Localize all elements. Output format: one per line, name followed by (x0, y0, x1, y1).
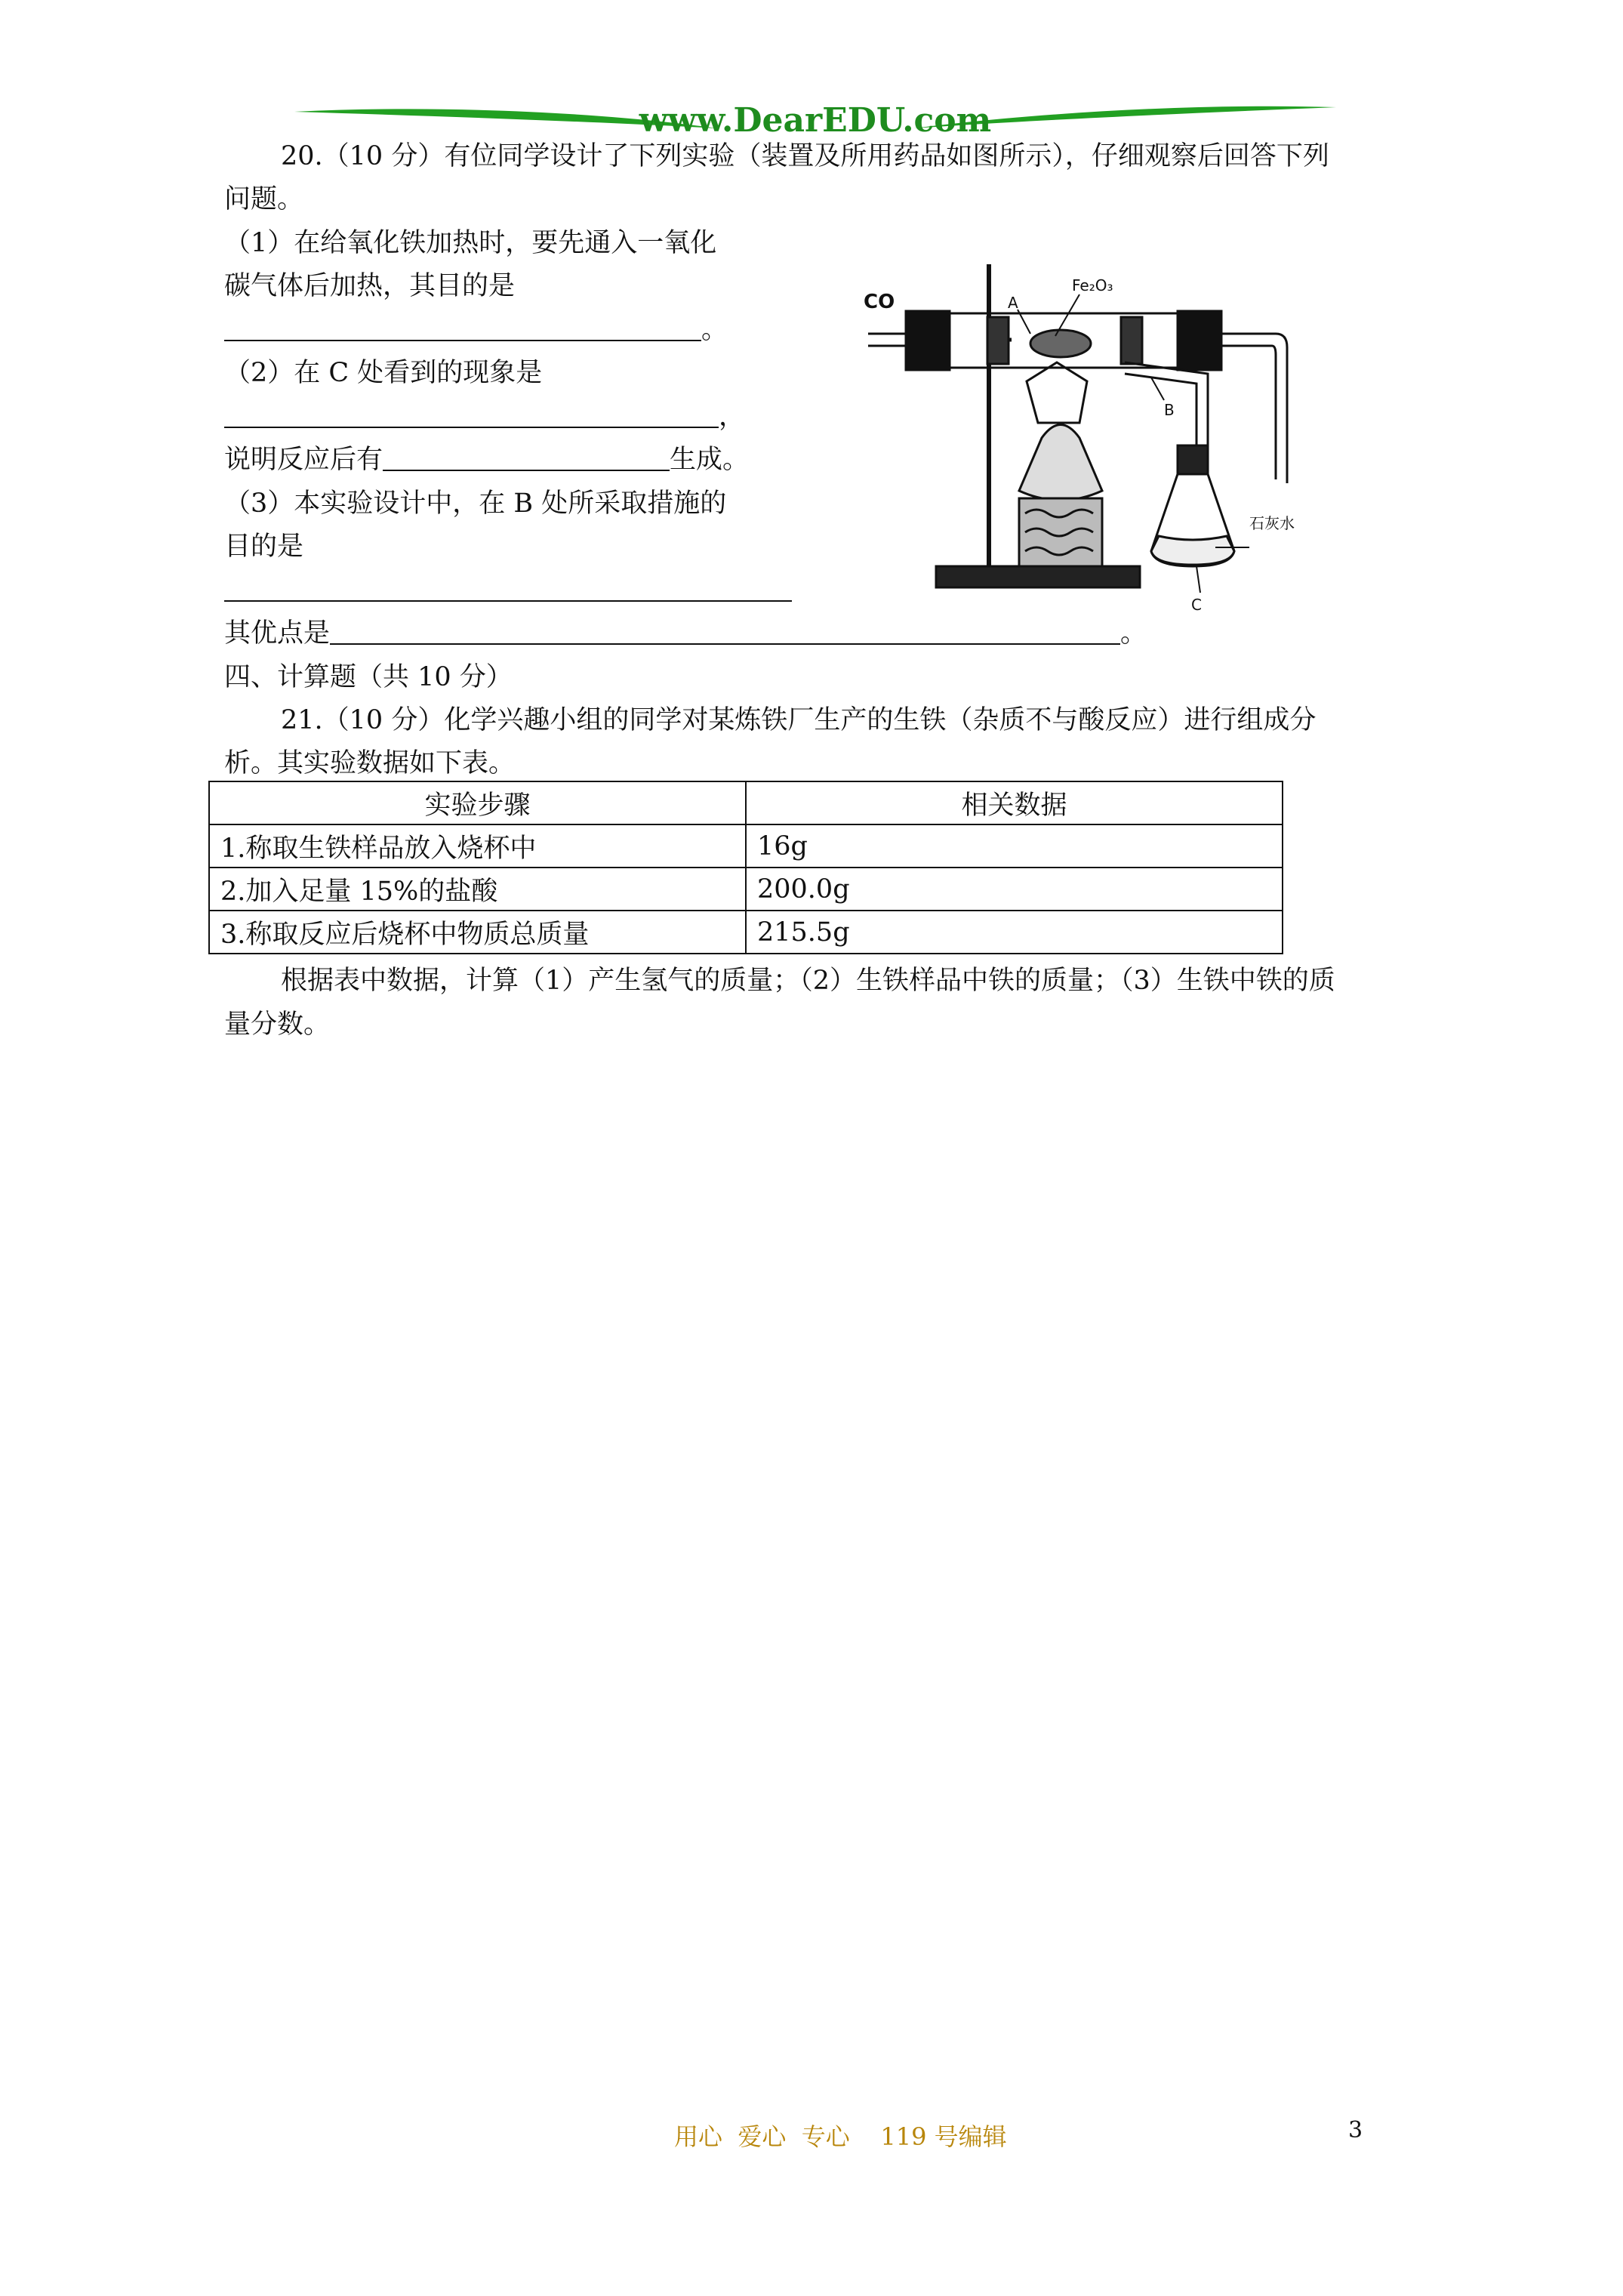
clamp-block (987, 317, 1009, 364)
q20-part2-answer-line: ， (224, 404, 745, 430)
q21-intro-line2: 析。其实验数据如下表。 (224, 748, 516, 778)
table-cell: 3.称取反应后烧杯中物质总质量 (209, 911, 746, 954)
data-table (208, 781, 1283, 954)
diagram-label-b: B (1164, 401, 1175, 419)
page-number: 3 (1348, 2117, 1363, 2143)
diagram-label-co: CO (864, 291, 895, 313)
q20-part2-line3: 说明反应后有 生成。 (224, 445, 750, 475)
header-site-text: www.DearEDU.com (639, 101, 992, 140)
table-cell: 2.加入足量 15%的盐酸 (209, 868, 746, 911)
section4-title: 四、计算题（共 10 分） (224, 662, 513, 692)
table-cell: 16g (746, 824, 1283, 868)
q20-part1-answer-line: 。 (224, 317, 728, 344)
answer-blank[interactable] (330, 621, 1120, 645)
stand-base (936, 566, 1140, 587)
apparatus-diagram (853, 249, 1306, 615)
answer-blank[interactable] (224, 317, 701, 341)
q20-part3-line2: 目的是 (224, 532, 304, 562)
lamp-flame-region (1019, 425, 1102, 501)
table-header-cell: 实验步骤 (209, 781, 746, 824)
diagram-label-fe2o3: Fe₂O₃ (1072, 276, 1113, 294)
q20-part1-line2: 碳气体后加热，其目的是 (224, 271, 516, 301)
answer-blank[interactable] (224, 404, 719, 428)
q20-part3-line1: （3）本实验设计中，在 B 处所采取措施的 (224, 488, 727, 519)
q21-intro-line1: 21.（10 分）化学兴趣小组的同学对某炼铁厂生产的生铁（杂质不与酸反应）进行组成分 (281, 705, 1317, 735)
left-stopper (906, 311, 950, 370)
footer-motto: 用心 爱心 专心 119 号编辑 (674, 2122, 1007, 2151)
table-cell: 215.5g (746, 911, 1283, 954)
table-cell: 200.0g (746, 868, 1283, 911)
table-header-row (209, 781, 1283, 824)
lamp-body (1019, 498, 1102, 566)
q20-part2-line1: （2）在 C 处看到的现象是 (224, 358, 543, 388)
table-header-cell: 相关数据 (746, 781, 1283, 824)
clamp-block-2 (1121, 317, 1142, 364)
q21-task-line2: 量分数。 (224, 1009, 331, 1040)
table-row (209, 911, 1283, 954)
q20-intro-line2: 问题。 (224, 184, 304, 214)
flask-stopper (1178, 445, 1208, 474)
right-stopper (1178, 311, 1221, 370)
q20-intro-line1: 20.（10 分）有位同学设计了下列实验（装置及所用药品如图所示），仔细观察后回答下列 (281, 141, 1329, 171)
lamp-chimney (1027, 362, 1087, 423)
table-row (209, 824, 1283, 868)
answer-blank[interactable] (383, 447, 670, 471)
table-cell: 1.称取生铁样品放入烧杯中 (209, 824, 746, 868)
diagram-label-limewater: 石灰水 (1249, 514, 1295, 532)
answer-blank[interactable] (224, 578, 792, 602)
q20-part3-answer-line (224, 578, 792, 604)
table-row (209, 868, 1283, 911)
q20-part1-line1: （1）在给氧化铁加热时，要先通入一氧化 (224, 228, 717, 258)
diagram-label-c: C (1191, 596, 1202, 614)
q21-task-line1: 根据表中数据，计算（1）产生氢气的质量；（2）生铁样品中铁的质量；（3）生铁中铁的质 (281, 966, 1335, 996)
fe2o3-sample (1030, 330, 1091, 357)
diagram-label-a: A (1008, 294, 1018, 312)
q20-part3-advantage-line: 其优点是 。 (224, 618, 1147, 649)
header-logo (294, 98, 1336, 143)
